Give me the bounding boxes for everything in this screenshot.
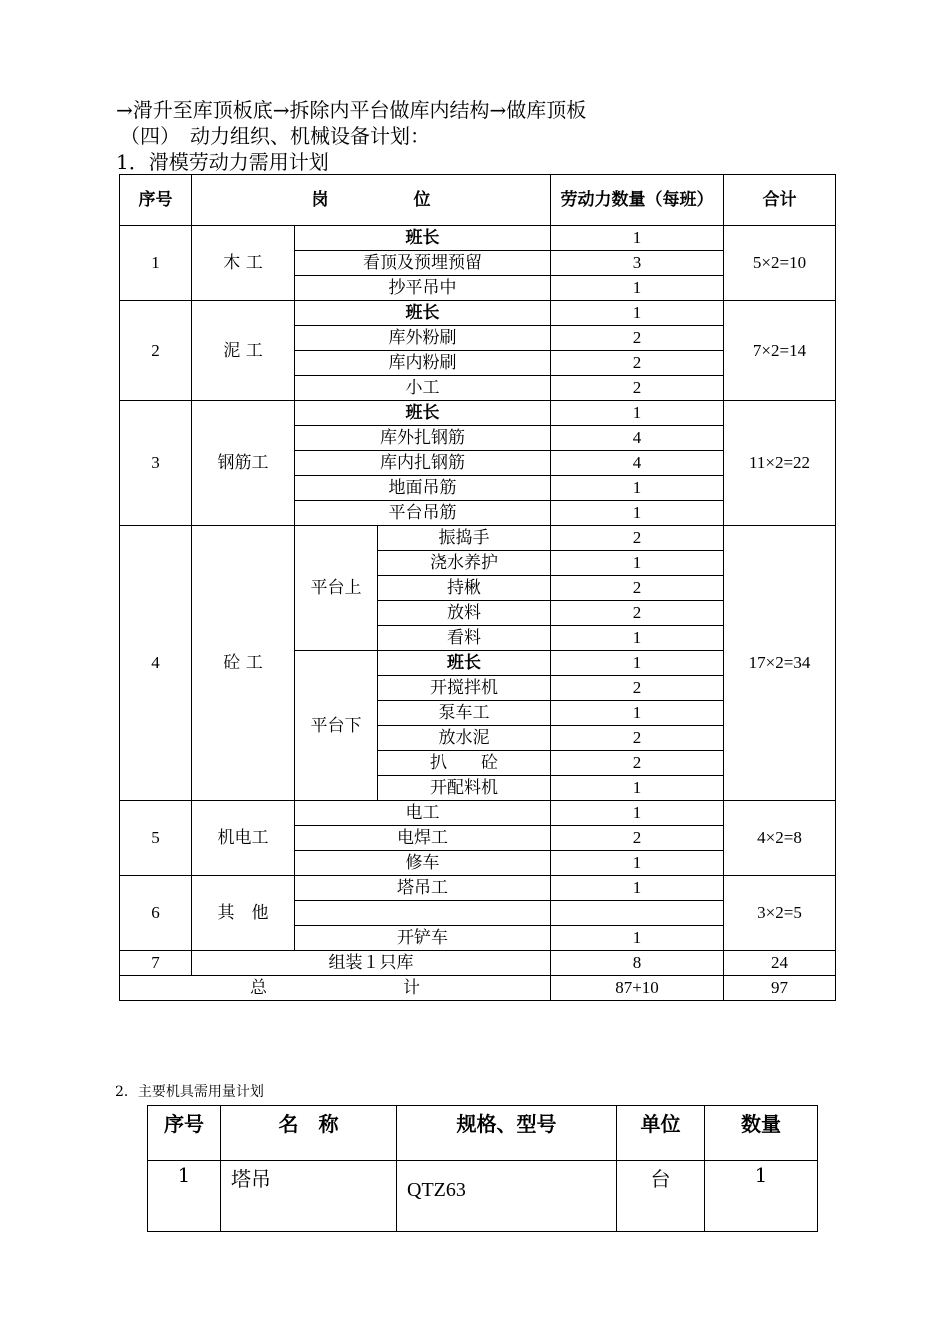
post-cell: 班长 xyxy=(378,651,551,676)
count-cell: 1 xyxy=(551,226,724,251)
count-cell: 2 xyxy=(551,751,724,776)
post-cell: 库内扎钢筋 xyxy=(295,451,551,476)
group-seq: 2 xyxy=(120,301,192,401)
header-qty: 数量 xyxy=(705,1106,818,1161)
header-spec: 规格、型号 xyxy=(397,1106,617,1161)
post-cell: 库外扎钢筋 xyxy=(295,426,551,451)
table-row xyxy=(120,301,836,326)
group-name: 砼 工 xyxy=(192,526,295,801)
count-cell: 1 xyxy=(551,651,724,676)
post-cell: 小工 xyxy=(295,376,551,401)
post-cell: 持楸 xyxy=(378,576,551,601)
machine-plan-table xyxy=(147,1105,818,1232)
group-total: 24 xyxy=(724,951,836,976)
post-cell: 浇水养护 xyxy=(378,551,551,576)
post-cell xyxy=(295,901,551,926)
count-cell: 1 xyxy=(551,276,724,301)
table-row xyxy=(120,801,836,826)
machine-plan-heading: 2．主要机具需用量计划 xyxy=(115,1084,264,1100)
count-cell xyxy=(551,901,724,926)
count-cell: 2 xyxy=(551,601,724,626)
post-cell: 开铲车 xyxy=(295,926,551,951)
post-cell: 放料 xyxy=(378,601,551,626)
grand-total-value: 97 xyxy=(724,976,836,1001)
count-cell: 1 xyxy=(551,701,724,726)
count-cell: 2 xyxy=(551,826,724,851)
count-cell: 2 xyxy=(551,376,724,401)
post-cell: 泵车工 xyxy=(378,701,551,726)
group-seq: 3 xyxy=(120,401,192,526)
post-cell: 放水泥 xyxy=(378,726,551,751)
header-seq: 序号 xyxy=(120,175,192,226)
machine-seq: 1 xyxy=(148,1161,221,1232)
post-cell: 平台吊筋 xyxy=(295,501,551,526)
machine-name: 塔吊 xyxy=(221,1161,397,1232)
group-seq: 6 xyxy=(120,876,192,951)
post-cell: 班长 xyxy=(295,301,551,326)
post-cell: 电焊工 xyxy=(295,826,551,851)
count-cell: 2 xyxy=(551,351,724,376)
table-row xyxy=(120,226,836,251)
count-cell: 4 xyxy=(551,426,724,451)
count-cell: 1 xyxy=(551,801,724,826)
post-cell: 开搅拌机 xyxy=(378,676,551,701)
post-cell: 开配料机 xyxy=(378,776,551,801)
group-seq: 5 xyxy=(120,801,192,876)
subgroup-name: 平台下 xyxy=(295,651,378,801)
count-cell: 1 xyxy=(551,551,724,576)
post-cell: 库外粉刷 xyxy=(295,326,551,351)
header-name: 名 称 xyxy=(221,1106,397,1161)
post-cell: 组装１只库 xyxy=(192,951,551,976)
table-header-row xyxy=(120,175,836,226)
group-total: 3×2=5 xyxy=(724,876,836,951)
count-cell: 1 xyxy=(551,476,724,501)
post-cell: 电工 xyxy=(295,801,551,826)
post-cell: 扒 砼 xyxy=(378,751,551,776)
machine-qty: 1 xyxy=(705,1161,818,1232)
subgroup-name: 平台上 xyxy=(295,526,378,651)
table-row xyxy=(120,951,836,976)
group-seq: 1 xyxy=(120,226,192,301)
count-cell: 1 xyxy=(551,626,724,651)
count-cell: 2 xyxy=(551,326,724,351)
header-count: 劳动力数量（每班） xyxy=(551,175,724,226)
header-unit: 单位 xyxy=(617,1106,705,1161)
post-cell: 班长 xyxy=(295,226,551,251)
table-row xyxy=(120,526,836,551)
table-header-row xyxy=(148,1106,818,1161)
count-cell: 2 xyxy=(551,576,724,601)
grand-total-label: 总 计 xyxy=(120,976,551,1001)
post-cell: 班长 xyxy=(295,401,551,426)
header-post: 岗 位 xyxy=(192,175,551,226)
count-cell: 3 xyxy=(551,251,724,276)
flow-line: →滑升至库顶板底→拆除内平台做库内结构→做库顶板 xyxy=(116,98,587,122)
post-cell: 看料 xyxy=(378,626,551,651)
post-cell: 振捣手 xyxy=(378,526,551,551)
post-cell: 地面吊筋 xyxy=(295,476,551,501)
count-cell: 1 xyxy=(551,876,724,901)
count-cell: 2 xyxy=(551,726,724,751)
grand-total-row xyxy=(120,976,836,1001)
labor-plan-table xyxy=(119,174,836,1001)
table-row xyxy=(120,401,836,426)
group-total: 11×2=22 xyxy=(724,401,836,526)
grand-total-count: 87+10 xyxy=(551,976,724,1001)
table-row xyxy=(148,1161,818,1232)
group-seq: 4 xyxy=(120,526,192,801)
labor-plan-heading: 1．滑模劳动力需用计划 xyxy=(116,150,329,174)
machine-spec: QTZ63 xyxy=(397,1161,617,1232)
group-total: 7×2=14 xyxy=(724,301,836,401)
group-name: 木 工 xyxy=(192,226,295,301)
count-cell: 1 xyxy=(551,401,724,426)
group-seq: 7 xyxy=(120,951,192,976)
count-cell: 1 xyxy=(551,776,724,801)
header-seq: 序号 xyxy=(148,1106,221,1161)
group-name: 泥 工 xyxy=(192,301,295,401)
table-row xyxy=(120,876,836,901)
count-cell: 1 xyxy=(551,926,724,951)
post-cell: 修车 xyxy=(295,851,551,876)
group-total: 5×2=10 xyxy=(724,226,836,301)
group-total: 4×2=8 xyxy=(724,801,836,876)
count-cell: 1 xyxy=(551,501,724,526)
group-name: 机电工 xyxy=(192,801,295,876)
section-heading: （四） 动力组织、机械设备计划： xyxy=(120,124,430,148)
count-cell: 2 xyxy=(551,526,724,551)
post-cell: 抄平吊中 xyxy=(295,276,551,301)
count-cell: 2 xyxy=(551,676,724,701)
post-cell: 库内粉刷 xyxy=(295,351,551,376)
group-name: 其 他 xyxy=(192,876,295,951)
count-cell: 1 xyxy=(551,301,724,326)
post-cell: 塔吊工 xyxy=(295,876,551,901)
post-cell: 看顶及预埋预留 xyxy=(295,251,551,276)
machine-unit: 台 xyxy=(617,1161,705,1232)
header-total: 合计 xyxy=(724,175,836,226)
count-cell: 8 xyxy=(551,951,724,976)
group-total: 17×2=34 xyxy=(724,526,836,801)
count-cell: 1 xyxy=(551,851,724,876)
group-name: 钢筋工 xyxy=(192,401,295,526)
count-cell: 4 xyxy=(551,451,724,476)
